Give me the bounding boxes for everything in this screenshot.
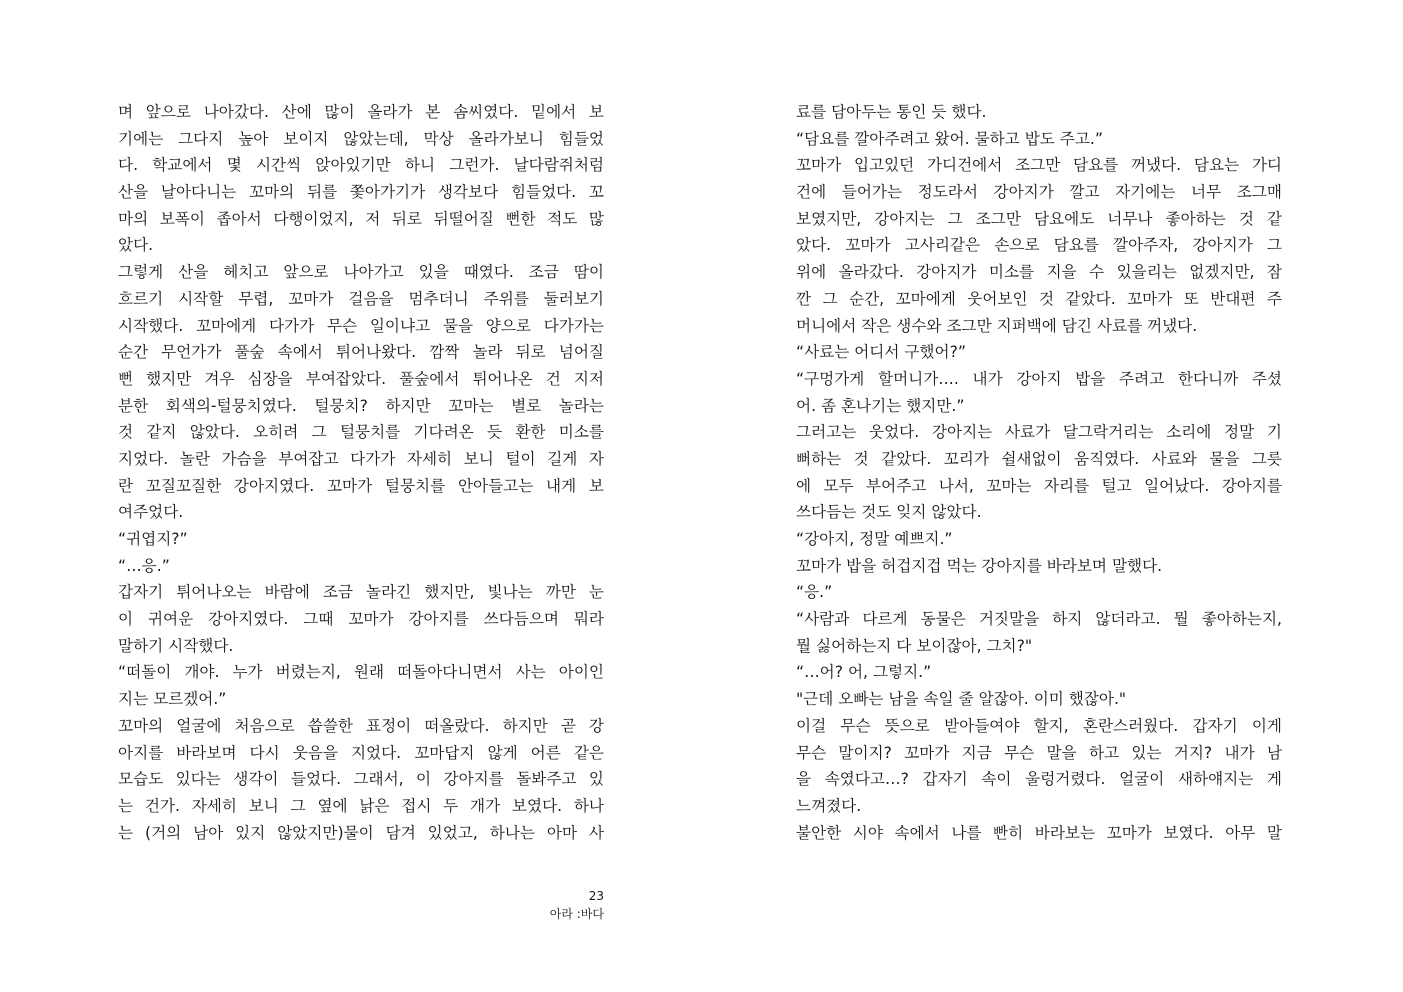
text-line: 뻐하는 것 같았다. 꼬리가 쉴새없이 움직였다. 사료와 물을 그릇 <box>796 449 1282 468</box>
text-line: “떠돌이 개야. 누가 버렸는지, 원래 떠돌아다니면서 사는 아이인 <box>118 663 604 682</box>
text-line: 을 속였다고…? 갑자기 속이 울렁거렸다. 얼굴이 새하얘지는 게 <box>796 770 1282 789</box>
running-title: 아라 :바다 <box>549 907 604 921</box>
text-line: 마의 보폭이 좁아서 다행이었지, 저 뒤로 뒤떨어질 뻔한 적도 많 <box>118 209 604 228</box>
text-line: 산을 날아다니는 꼬마의 뒤를 쫓아가기가 생각보다 힘들었다. 꼬 <box>118 183 604 202</box>
text-line: 그렇게 산을 헤치고 앞으로 나아가고 있을 때였다. 조금 땀이 <box>118 263 604 282</box>
text-line: 말하기 시작했다. <box>118 636 234 655</box>
text-line: 갑자기 튀어나오는 바람에 조금 놀라긴 했지만, 빛나는 까만 눈 <box>118 583 604 602</box>
page-number: 23 <box>588 889 604 903</box>
text-line: 모습도 있다는 생각이 들었다. 그래서, 이 강아지를 돌봐주고 있 <box>118 770 604 789</box>
text-line: 료를 담아두는 통인 듯 했다. <box>796 103 987 121</box>
text-line: 건에 들어가는 정도라서 강아지가 깔고 자기에는 너무 조그매 <box>796 183 1282 202</box>
text-line: 깐 그 순간, 꼬마에게 웃어보인 것 같았다. 꼬마가 또 반대편 주 <box>796 289 1282 308</box>
text-line: 았다. <box>118 236 154 255</box>
text-line: “사람과 다르게 동물은 거짓말을 하지 않더라고. 뭘 좋아하는지, <box>796 610 1282 629</box>
text-line: 시작했다. 꼬마에게 다가가 무슨 일이냐고 물을 양으로 다가가는 <box>118 316 604 335</box>
text-line: 는 건가. 자세히 보니 그 옆에 낡은 접시 두 개가 보였다. 하나 <box>118 796 604 815</box>
text-line: "근데 오빠는 남을 속일 줄 알잖아. 이미 했잖아." <box>796 690 1127 709</box>
text-line: 꼬마가 입고있던 가디건에서 조그만 담요를 꺼냈다. 담요는 가디 <box>796 156 1282 175</box>
text-line: 쓰다듬는 것도 잊지 않았다. <box>796 503 982 522</box>
text-line: 흐르기 시작할 무렵, 꼬마가 걸음을 멈추더니 주위를 둘러보기 <box>118 289 604 308</box>
text-line: 지는 모르겠어.” <box>118 690 227 709</box>
text-line: 지었다. 놀란 가슴을 부여잡고 다가가 자세히 보니 털이 길게 자 <box>118 449 604 468</box>
text-line: 며 앞으로 나아갔다. 산에 많이 올라가 본 솜씨였다. 밑에서 보 <box>118 103 604 121</box>
text-line: 불안한 시야 속에서 나를 빤히 바라보는 꼬마가 보였다. 아무 말 <box>796 823 1282 842</box>
text-line: “담요를 깔아주려고 왔어. 물하고 밥도 주고.” <box>796 129 1103 148</box>
text-line: 꼬마가 밥을 허겁지겁 먹는 강아지를 바라보며 말했다. <box>796 556 1163 575</box>
text-line: 뻔 했지만 겨우 심장을 부여잡았다. 풀숲에서 튀어나온 건 지저 <box>118 369 604 388</box>
text-line: 그러고는 웃었다. 강아지는 사료가 달그락거리는 소리에 정말 기 <box>796 423 1282 442</box>
text-line: “…어? 어, 그렇지.” <box>796 663 932 682</box>
text-line: 이 귀여운 강아지였다. 그때 꼬마가 강아지를 쓰다듬으며 뭐라 <box>118 610 604 629</box>
text-line: “…응.” <box>118 556 170 575</box>
text-line: 분한 회색의-털뭉치였다. 털뭉치? 하지만 꼬마는 별로 놀라는 <box>118 396 604 415</box>
text-line: 어. 좀 혼나기는 했지만.” <box>796 396 965 415</box>
text-line: 여주었다. <box>118 503 184 522</box>
text-line: “구멍가게 할머니가…. 내가 강아지 밥을 주려고 한다니까 주셨 <box>796 369 1282 388</box>
text-line: 보였지만, 강아지는 그 조그만 담요에도 너무나 좋아하는 것 같 <box>796 209 1282 228</box>
text-line: 다. 학교에서 몇 시간씩 앉아있기만 하니 그런가. 날다람쥐처럼 <box>118 156 604 175</box>
text-line: 뭘 싫어하는지 다 보이잖아, 그치?" <box>796 636 1033 655</box>
text-line: 느껴졌다. <box>796 796 862 815</box>
text-line: 기에는 그다지 높아 보이지 않았는데, 막상 올라가보니 힘들었 <box>118 129 604 148</box>
text-line: 이걸 무슨 뜻으로 받아들여야 할지, 혼란스러웠다. 갑자기 이게 <box>796 716 1282 735</box>
text-line: 순간 무언가가 풀숲 속에서 튀어나왔다. 깜짝 놀라 뒤로 넘어질 <box>118 343 604 362</box>
text-line: 았다. 꼬마가 고사리같은 손으로 담요를 깔아주자, 강아지가 그 <box>796 236 1282 255</box>
text-line: 에 모두 부어주고 나서, 꼬마는 자리를 털고 일어났다. 강아지를 <box>796 476 1282 495</box>
text-line: 무슨 말이지? 꼬마가 지금 무슨 말을 하고 있는 거지? 내가 남 <box>796 743 1282 762</box>
left-page-text <box>118 99 604 846</box>
text-line: 아지를 바라보며 다시 웃음을 지었다. 꼬마답지 않게 어른 같은 <box>118 743 604 762</box>
text-line: 머니에서 작은 생수와 조그만 지퍼백에 담긴 사료를 꺼냈다. <box>796 316 1198 335</box>
text-line: 란 꼬질꼬질한 강아지였다. 꼬마가 털뭉치를 안아들고는 내게 보 <box>118 476 604 495</box>
text-line: 는 (거의 남아 있지 않았지만)물이 담겨 있었고, 하나는 아마 사 <box>118 823 604 842</box>
text-line: “사료는 어디서 구했어?” <box>796 343 966 362</box>
right-page-text <box>796 99 1282 846</box>
text-line: 꼬마의 얼굴에 처음으로 씁쓸한 표정이 떠올랐다. 하지만 곧 강 <box>118 716 604 735</box>
text-line: “응.” <box>796 583 833 602</box>
text-line: 것 같지 않았다. 오히려 그 털뭉치를 기다려온 듯 환한 미소를 <box>118 423 604 442</box>
text-line: “강아지, 정말 예쁘지.” <box>796 530 953 548</box>
text-line: 위에 올라갔다. 강아지가 미소를 지을 수 있을리는 없겠지만, 잠 <box>796 263 1282 282</box>
text-line: “귀엽지?” <box>118 530 188 548</box>
